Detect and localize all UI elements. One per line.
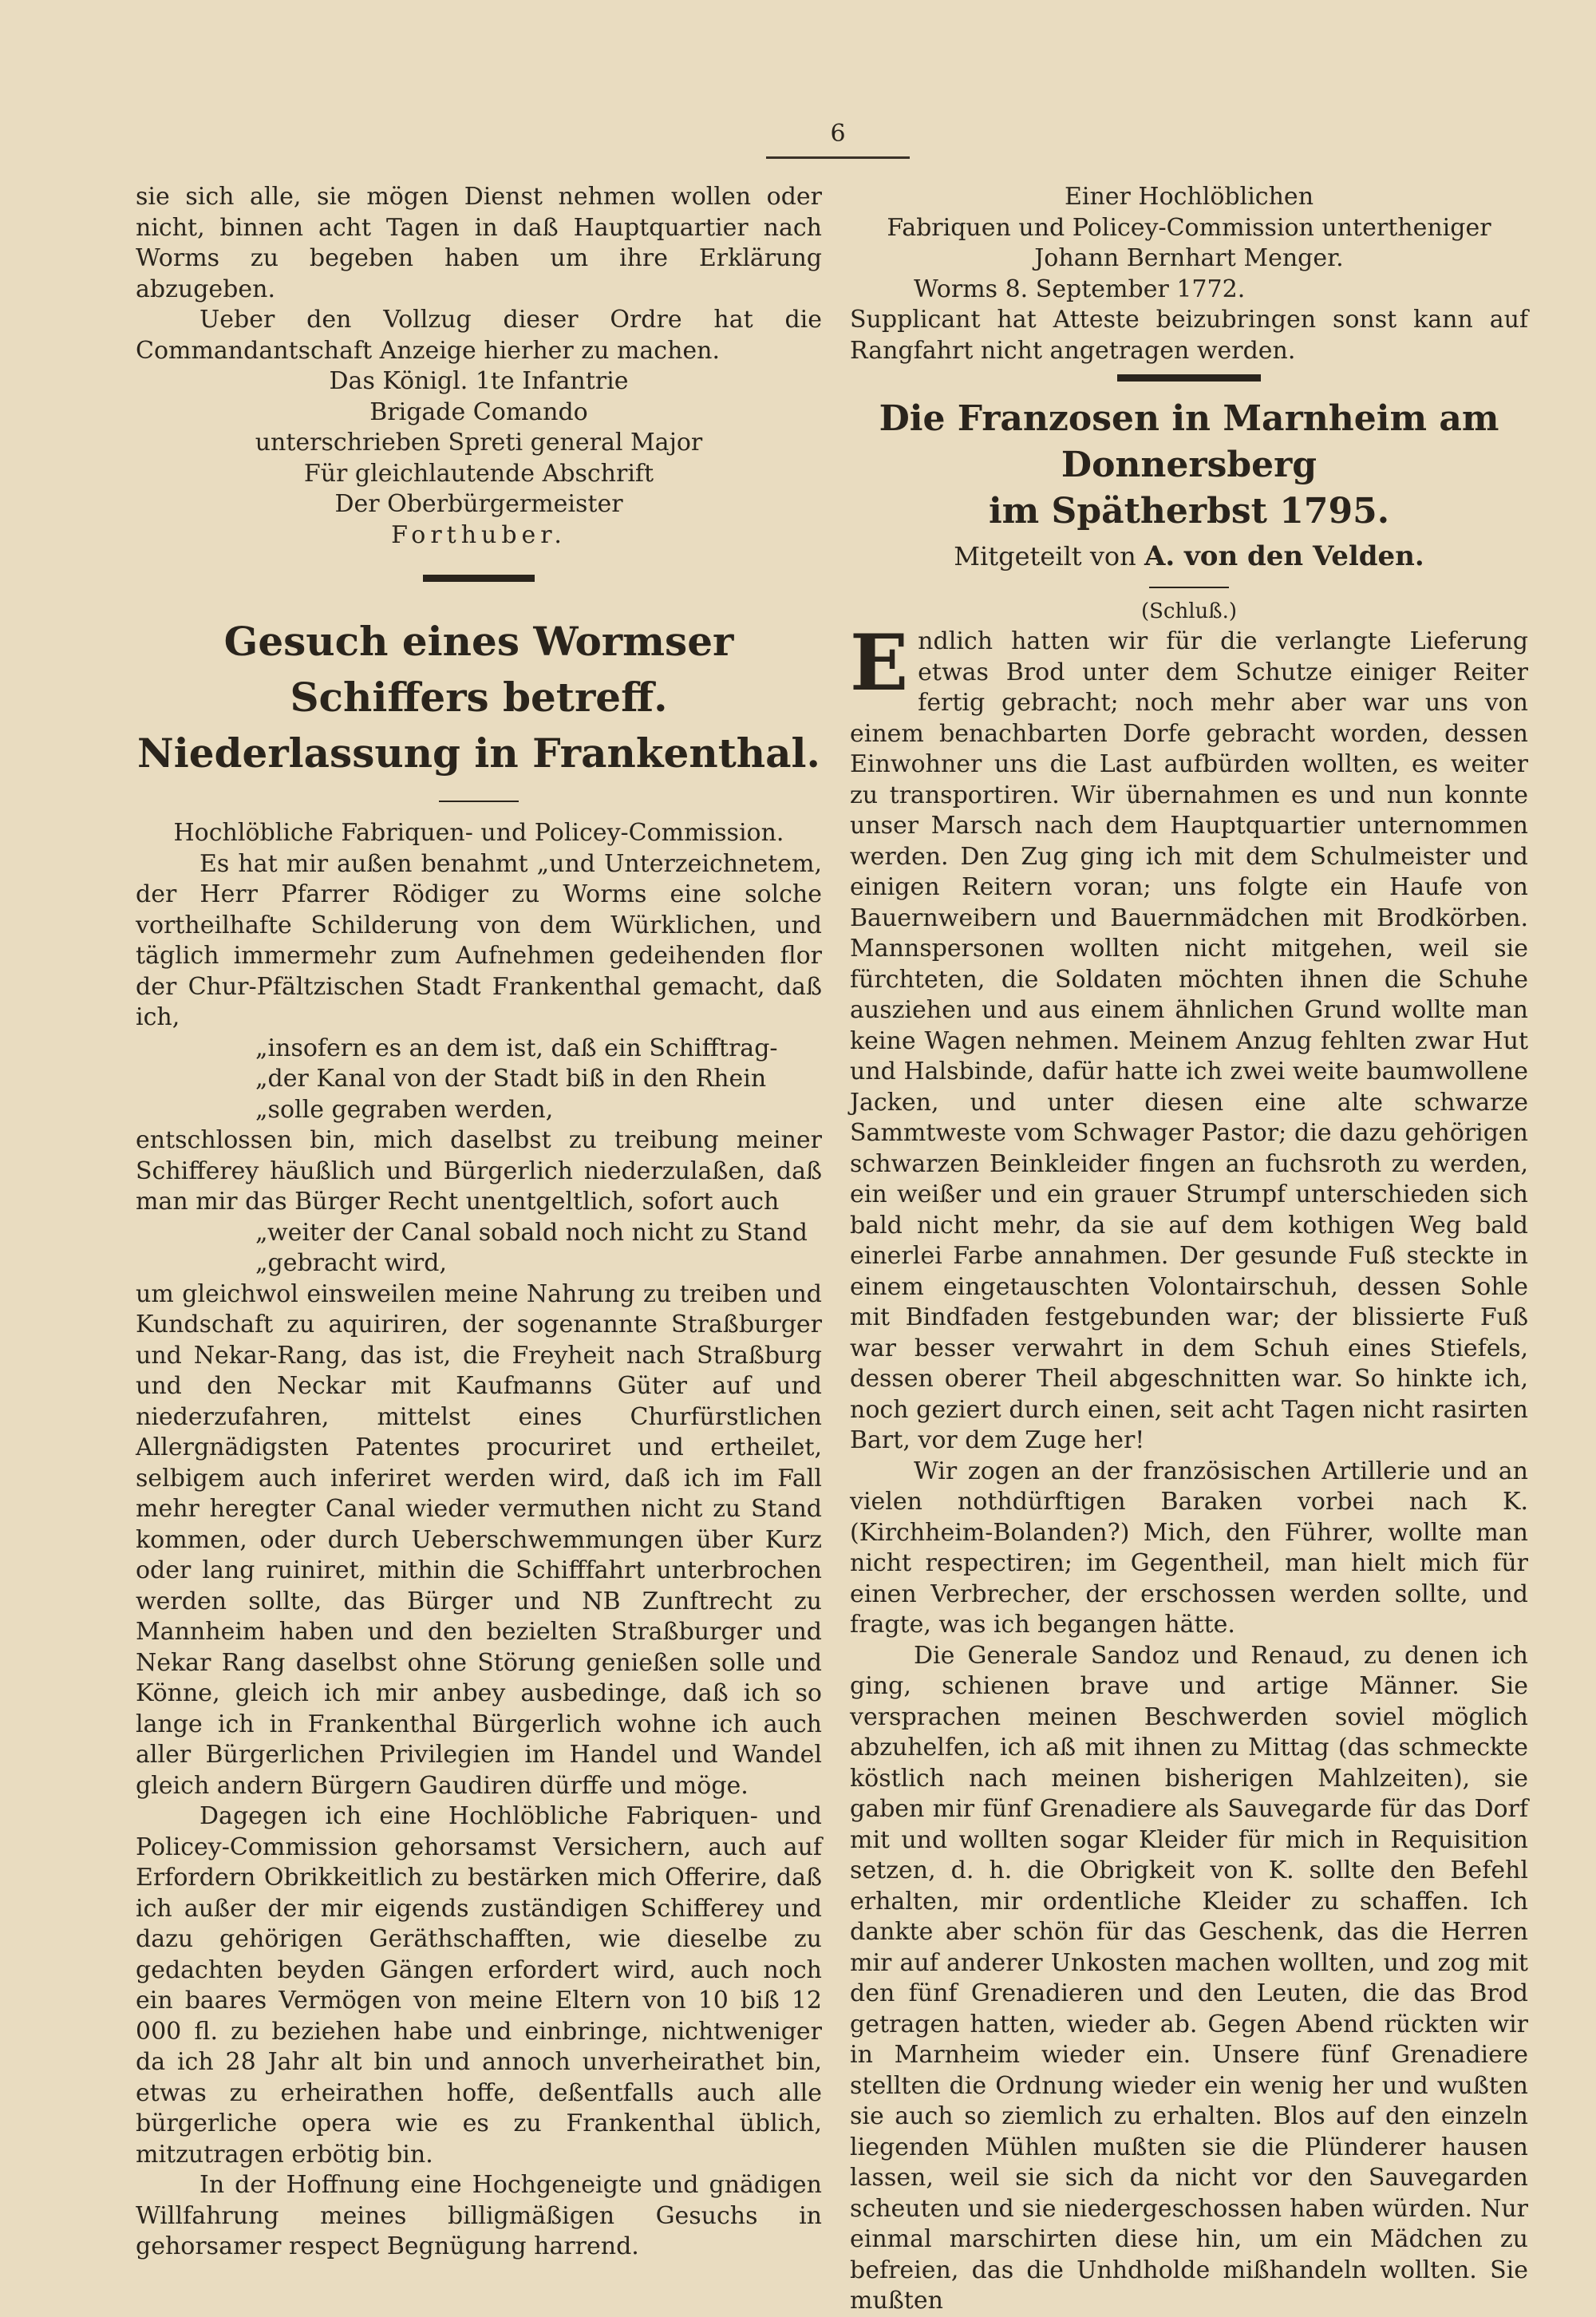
closing-line: Fabriquen und Policey-Commission untertheniger xyxy=(887,213,1491,242)
paragraph: entschlossen bin, mich daselbst zu treibung meiner Schifferey häußlich und Bürgerlich niederzulaßen, daß man mir das Bürger Recht unentgeltlich, sofort auch xyxy=(136,1126,822,1216)
conclusion-marker: (Schluß.) xyxy=(1140,599,1238,623)
paragraph: Es hat mir außen benahmt „und Unterzeichnetem, der Herr Pfarrer Rödiger zu Worms eine solche vortheilhafte Schilderung von dem Würklichen, und täglich immermehr zum Aufnehmen gedeihenden flor der Chur-Pfältzischen Stadt Frankenthal gemacht, daß ich, xyxy=(136,849,822,1031)
paragraph: Dagegen ich eine Hochlöbliche Fabriquen- und Policey-Commission gehorsamst Versichern, auch auf Erfordern Obrikkeitlich zu bestärken mich Offerire, daß ich außer der mir eigends zuständigen Schifferey und dazu gehörigen Geräthschafften, wie dieselbe zu gedachten beyden Gängen erfordert wird, auch noch ein baares Vermögen von meine Eltern von 10 biß 12 000 fl. zu beziehen habe und einbringe, nichtweniger da ich 28 Jahr alt bin und annoch unverheirathet bin, etwas zu erheirathen hoffe, deßentfalls auch alle bürgerliche opera wie es zu Frankenthal üblich, mitzutragen erbötig bin. xyxy=(136,1802,822,2169)
paragraph: um gleichwol einsweilen meine Nahrung zu treiben und Kundschaft zu aquiriren, der sogenannte Straßburger und Nekar-Rang, das ist, die Freyheit nach Straßburg und den Neckar mit Kaufmanns Güter auf und niederzufahren, mittelst eines Churfürstlichen Allergnädigsten Patentes procuriret und ertheilet, selbigem auch inferiret werden wird, daß ich im Fall mehr heregter Canal wieder vermuthen nicht zu Stand kommen, oder durch Ueberschwemmungen über Kurz oder lang ruiniret, mithin die Schifffahrt unterbrochen werden sollte, das Bürger und NB Zunftrecht zu Mannheim haben und den bezielten Straßburger und Nekar Rang daselbst ohne Störung genießen solle und Könne, gleich ich mir anbey ausbedinge, daß ich so lange ich in Frankenthal Bürgerlich wohne ich auch aller Bürgerlichen Privilegien im Handel und Wandel gleich andern Bürgern Gaudiren dürffe und möge. xyxy=(136,1279,822,1800)
quote-line: „der Kanal von der Stadt biß in den Rhein xyxy=(255,1065,767,1093)
signature-line: unterschrieben Spreti general Major xyxy=(255,429,703,457)
article-headline: Niederlassung in Frankenthal. xyxy=(137,729,820,777)
closing-line: Einer Hochlöblichen xyxy=(1064,183,1314,211)
signature-line: Der Oberbürgermeister xyxy=(334,490,623,518)
author-prefix: Mitgeteilt von xyxy=(954,541,1136,571)
paragraph-vollzug: Ueber den Vollzug dieser Ordre hat die Commandantschaft Anzeige hierher zu machen. xyxy=(136,306,822,365)
closing-date: Worms 8. September 1772. xyxy=(914,275,1246,303)
closing-line: Johann Bernhart Menger. xyxy=(1034,244,1344,272)
order-signature-block xyxy=(136,366,822,551)
headline-divider xyxy=(1149,587,1229,588)
closing-note: Supplicant hat Atteste beizubringen sonst kann auf Rangfahrt nicht angetragen werden. xyxy=(850,306,1528,365)
quote-line: „gebracht wird, xyxy=(255,1249,447,1277)
paragraph-text: ndlich hatten wir für die verlangte Lieferung etwas Brod unter dem Schutze einiger Reiter fertig gebracht; noch mehr aber war uns von einem benachbarten Dorfe gebracht worden, dessen Einwohner uns die Last aufbürden wollten, es weiter zu transportiren. Wir übernahmen es und nun konnte unser Marsch nach dem Hauptquartier unternommen werden. Den Zug ging ich mit dem Schulmeister und einigen Reitern voran; uns folgte ein Haufe von Bauernweibern und Bauernmädchen mit Brodkörben. Mannspersonen wollten nicht mitgehen, weil sie fürchteten, die Soldaten möchten ihnen die Schuhe ausziehen und aus einem ähnlichen Grund wollte man keine Wagen nehmen. Meinem Anzug fehlten zwar Hut und Halsbinde, dafür hatte ich zwei weite baumwollene Jacken, und unter diesen eine alte schwarze Sammtweste vom Schwager Pastor; die dazu gehörigen schwarzen Beinkleider fingen an fuchsroth zu werden, ein weißer und ein grauer Strumpf unterschieden sich bald nicht mehr, da sie auf dem kothigen Weg bald einerlei Farbe annahmen. Der gesunde Fuß steckte in einem eingetauschten Volontairschuh, dessen Sohle mit Bindfaden festgebunden war; der blissierte Fuß war besser verwahrt in dem Schuh eines Stiefels, dessen oberer Theil abgeschnitten war. So hinkte ich, noch geziert durch einen, seit acht Tagen nicht rasirten Bart, vor dem Zuge her! xyxy=(850,627,1528,1454)
salutation: Hochlöbliche Fabriquen- und Policey-Commission. xyxy=(173,819,784,847)
section-divider xyxy=(423,575,535,582)
headline-divider xyxy=(439,801,519,802)
paragraph: Wir zogen an der französischen Artillerie und an vielen nothdürftigen Baraken vorbei nach K. (Kirchheim-Bolanden?) Mich, den Führer, wollte man nicht respectiren; im Gegentheil, man hielt mich für einen Verbrecher, der erschossen werden sollte, und fragte, was ich begangen hätte. xyxy=(850,1457,1528,1639)
signature-line: Brigade Comando xyxy=(369,397,588,426)
author-line xyxy=(850,541,1528,572)
article-headline: im Spätherbst 1795. xyxy=(988,491,1390,532)
paragraph: In der Hoffnung eine Hochgeneigte und gnädigen Willfahrung meines billigmäßigen Gesuchs in gehorsamer respect Begnügung harrend. xyxy=(136,2171,822,2260)
quote-line: „insofern es an dem ist, daß ein Schifftrag- xyxy=(255,1034,778,1062)
quote-line: „weiter der Canal sobald noch nicht zu Stand xyxy=(255,1218,808,1247)
quote-line: „solle gegraben werden, xyxy=(255,1095,554,1124)
article-headline: Die Franzosen in Marnheim am Donnersberg xyxy=(879,398,1499,485)
header-rule xyxy=(766,156,910,159)
drop-cap: E xyxy=(850,618,909,708)
article-headline: Gesuch eines Wormser Schiffers betreff. xyxy=(223,618,734,721)
signature-line: Das Königl. 1te Infantrie xyxy=(329,367,629,395)
left-column xyxy=(136,182,822,2263)
page-number: 6 xyxy=(830,120,846,148)
right-column xyxy=(850,182,1528,2317)
author-name: A. von den Velden. xyxy=(1144,540,1424,572)
paragraph-intro: sie sich alle, sie mögen Dienst nehmen wollen oder nicht, binnen acht Tagen in daß Hauptquartier nach Worms zu begeben haben um ihre Erklärung abzugeben. xyxy=(136,183,822,303)
signature-line: Für gleichlautende Abschrift xyxy=(303,459,654,488)
paragraph-endlich xyxy=(850,618,1528,1457)
section-divider xyxy=(1117,374,1261,382)
signature-line: Forthuber. xyxy=(391,520,567,549)
paragraph: Die Generale Sandoz und Renaud, zu denen ich ging, schienen brave und artige Männer. Sie versprachen meinen Beschwerden soviel möglich abzuhelfen, ich aß mit ihnen zu Mittag (das schmeckte köstlich nach meinen bisherigen Mahlzeiten), sie gaben mir fünf Grenadiere als Sauvegarde für das Dorf mit und wollten sogar Kleider für mich in Requisition setzen, d. h. die Obrigkeit von K. sollte den Befehl erhalten, mir ordentliche Kleider zu schaffen. Ich dankte aber schön für das Geschenk, das die Herren mir auf anderer Unkosten machen wollten, und zog mit den fünf Grenadieren und den Leuten, die das Brod getragen hatten, wieder ab. Gegen Abend rückten wir in Marnheim wieder ein. Unsere fünf Grenadiere stellten die Ordnung wieder ein wenig her und wußten sie auch so ziemlich zu erhalten. Blos auf den einzeln liegenden Mühlen mußten sie die Plünderer hausen lassen, weil sie sich da nicht vor den Sauvegarden scheuten und sie niedergeschossen haben würden. Nur einmal marschirten diese hin, um ein Mädchen zu befreien, das die Unhdholde mißhandeln wollten. Sie mußten xyxy=(850,1641,1528,2315)
